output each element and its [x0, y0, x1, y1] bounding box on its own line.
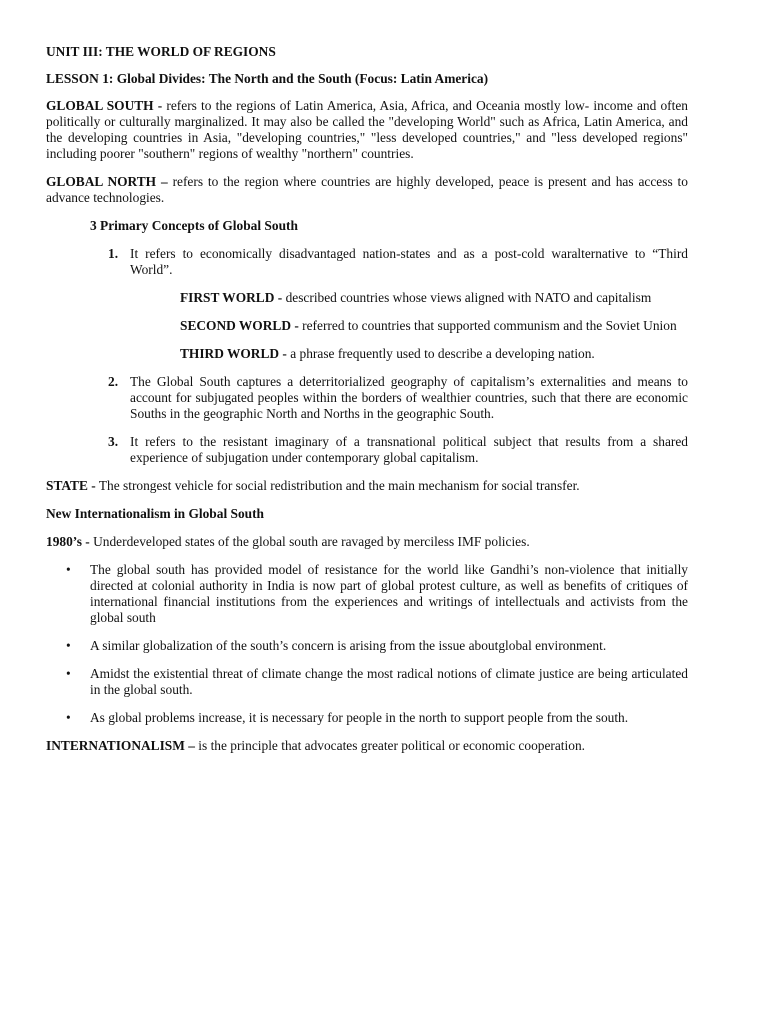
concept-item-2: [46, 374, 688, 422]
third-world-definition: THIRD WORLD - a phrase frequently used to describe a developing nation.: [180, 346, 595, 361]
second-world-definition: SECOND WORLD - referred to countries that supported communism and the Soviet Union: [180, 318, 677, 333]
list-item: • Amidst the existential threat of climate change the most radical notions of climate justice are being articulated in the global south.: [66, 666, 688, 697]
bullet-icon: •: [66, 638, 71, 653]
list-item: • The global south has provided model of resistance for the world like Gandhi’s non-violence that initially directed at colonial authority in India is now part of global protest culture, as well as benefits of critiques of international financial institutions from the experiences and writings of intellectuals and activists from the global south: [66, 562, 688, 625]
global-south-term: GLOBAL SOUTH -: [46, 98, 163, 113]
bullet-icon: •: [66, 562, 71, 577]
concept-text: It refers to economically disadvantaged nation-states and as a post-cold waralternative to “Third World”.: [130, 246, 688, 277]
concept-item-1: [46, 246, 688, 278]
global-north-definition: GLOBAL NORTH – refers to the region where countries are highly developed, peace is present and has access to advance technologies.: [46, 174, 688, 205]
internationalism-definition: INTERNATIONALISM – is the principle that advocates greater political or economic cooperation.: [46, 738, 585, 753]
concept-item-3: [46, 434, 688, 466]
new-internationalism-heading: New Internationalism in Global South: [46, 506, 265, 521]
global-north-term: GLOBAL NORTH –: [46, 174, 168, 189]
bullet-icon: •: [66, 710, 71, 725]
concept-text: The Global South captures a deterritorialized geography of capitalism’s externalities and means to account for subjugated peoples within the borders of wealthier countries, such that there are economic Souths in the geographic North and Norths in the geographic South.: [130, 374, 688, 421]
concept-number: 2.: [108, 374, 119, 389]
unit-title: UNIT III: THE WORLD OF REGIONS: [46, 44, 276, 59]
concept-text: It refers to the resistant imaginary of a transnational political subject that results from a shared experience of subjugation under contemporary global capitalism.: [130, 434, 688, 465]
lesson-title: LESSON 1: Global Divides: The North and the South (Focus: Latin America): [46, 71, 489, 86]
concept-number: 1.: [108, 246, 119, 261]
state-definition: STATE - The strongest vehicle for social redistribution and the main mechanism for social transfer.: [46, 478, 580, 493]
bullet-icon: •: [66, 666, 71, 681]
document-page: [46, 44, 688, 766]
first-world-definition: FIRST WORLD - described countries whose views aligned with NATO and capitalism: [180, 290, 652, 305]
concepts-heading: 3 Primary Concepts of Global South: [90, 218, 298, 233]
list-item: • A similar globalization of the south’s concern is arising from the issue aboutglobal environment.: [66, 638, 607, 653]
list-item: • As global problems increase, it is necessary for people in the north to support people from the south.: [66, 710, 629, 725]
eighties-definition: 1980’s - Underdeveloped states of the global south are ravaged by merciless IMF policies.: [46, 534, 530, 549]
global-south-definition: GLOBAL SOUTH - refers to the regions of Latin America, Asia, Africa, and Oceania mostly low- income and often politically or culturally marginalized. It may also be called the "developing World" such as Africa, Latin America, and the developing countries in Asia, "developing countries," "less developed countries," and "less developed regions" including poorer "southern" regions of wealthy "northern" countries.: [46, 98, 688, 161]
bullet-list: [46, 562, 688, 726]
concept-number: 3.: [108, 434, 119, 449]
